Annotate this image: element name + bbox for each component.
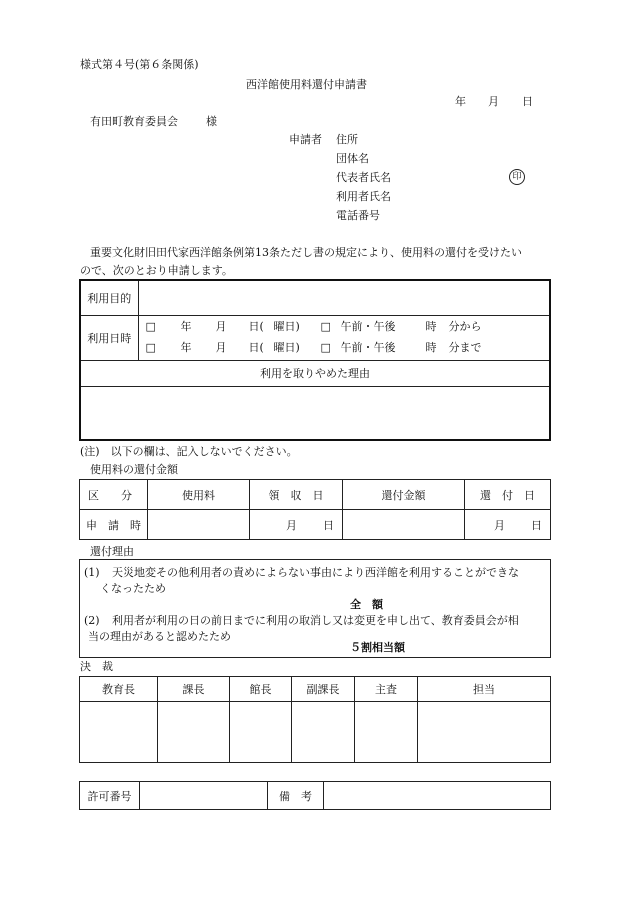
applicant-label: 申請者: [289, 133, 322, 146]
approval-header-director: [230, 677, 292, 702]
datetime-row-from: [139, 316, 550, 338]
form-number: 様式第４号(第６条関係): [80, 58, 199, 71]
ampm-label: 午前・午後: [340, 340, 396, 354]
director-label: 館長: [249, 683, 272, 696]
approval-header-superintendent: [80, 677, 158, 702]
approval-header-chief-clerk: [355, 677, 418, 702]
receipt-date-field[interactable]: [250, 510, 343, 540]
weekday-label: 曜日): [273, 340, 300, 354]
checkbox-date-to[interactable]: □: [145, 340, 156, 354]
reason1-amount: 全 額: [350, 598, 383, 611]
note-text: (注) 以下の欄は、記入しないでください。: [80, 445, 298, 458]
datetime-row-to: [139, 338, 550, 360]
refund-date-label: 還 付 日: [480, 488, 535, 502]
year-label: 年: [180, 340, 192, 354]
permit-number-field[interactable]: [140, 782, 268, 810]
purpose-label-cell: [80, 280, 138, 315]
checkbox-time-to[interactable]: □: [320, 340, 331, 354]
refund-header-fee: [148, 480, 250, 510]
remarks-field[interactable]: [324, 782, 551, 810]
approval-stamp-section-chief[interactable]: [158, 702, 230, 763]
cancel-reason-label: 利用を取りやめた理由: [260, 367, 370, 380]
body-text-line2: ので、次のとおり申請します。: [80, 264, 233, 277]
applicant-group-label: 団体名: [336, 152, 369, 165]
refund-month-label: 月: [494, 518, 505, 532]
approval-header-section-chief: [158, 677, 230, 702]
hour-label: 時: [425, 340, 437, 354]
refund-header-receipt-date: [250, 480, 343, 510]
date-day-label: 日: [522, 95, 533, 108]
applicant-representative-label: 代表者氏名: [336, 171, 391, 184]
fee-label: 使用料: [182, 488, 215, 502]
reason2-line2: 当の理由があると認めたため: [88, 630, 231, 643]
application-time-label: 申 請 時: [86, 518, 141, 532]
month-label: 月: [215, 340, 227, 354]
day-label: 日(: [248, 319, 264, 333]
chief-clerk-label: 主査: [375, 683, 397, 696]
hour-label: 時: [425, 319, 437, 333]
page-title: 西洋館使用料還付申請書: [246, 78, 367, 91]
approval-stamp-superintendent[interactable]: [80, 702, 158, 763]
seal-mark: [509, 169, 525, 185]
permit-table: [79, 781, 551, 810]
superintendent-label: 教育長: [102, 683, 135, 696]
cancel-reason-field[interactable]: [80, 386, 550, 440]
date-year-label: 年: [455, 95, 466, 108]
receipt-date-label: 領 収 日: [268, 488, 324, 502]
month-label: 月: [215, 319, 227, 333]
receipt-month-label: 月: [286, 518, 297, 532]
staff-label: 担当: [473, 683, 495, 696]
reason2-amount: ５割相当額: [350, 641, 405, 654]
refund-amount-field[interactable]: [343, 510, 465, 540]
reason1-number: (1): [84, 566, 100, 579]
permit-number-label: 許可番号: [87, 789, 132, 803]
weekday-label: 曜日): [273, 319, 300, 333]
year-label: 年: [180, 319, 192, 333]
reason2-number: (2): [84, 614, 100, 627]
purpose-label: 利用目的: [87, 291, 132, 305]
datetime-field[interactable]: [138, 315, 550, 360]
usage-table: [79, 279, 551, 441]
applicant-address-label: 住所: [336, 133, 358, 146]
refund-header-date: [465, 480, 551, 510]
addressee: 有田町教育委員会: [90, 115, 178, 128]
reason1-line1: 天災地変その他利用者の責めによらない事由により西洋館を利用することができな: [112, 566, 519, 579]
datetime-label-cell: [80, 315, 138, 360]
remarks-label: 備 考: [279, 789, 312, 803]
ampm-label: 午前・午後: [340, 319, 396, 333]
day-label: 日(: [248, 340, 264, 354]
seal-text: 印: [512, 172, 522, 182]
applicant-user-label: 利用者氏名: [336, 190, 391, 203]
refund-header-category: [80, 480, 148, 510]
refund-table: [79, 479, 551, 540]
reason1-line2: くなったため: [100, 582, 166, 595]
date-month-label: 月: [488, 95, 499, 108]
approval-header-deputy-chief: [292, 677, 355, 702]
applicant-phone-label: 電話番号: [336, 209, 380, 222]
checkbox-time-from[interactable]: □: [320, 319, 331, 333]
category-label: 区 分: [88, 488, 132, 502]
reason2-line1: 利用者が利用の日の前日までに利用の取消し又は変更を申し出て、教育委員会が相: [112, 614, 519, 627]
receipt-day-label: 日: [323, 518, 334, 532]
approval-stamp-staff[interactable]: [418, 702, 551, 763]
refund-reason-title: 還付理由: [90, 545, 134, 558]
purpose-field[interactable]: [138, 280, 550, 315]
section-chief-label: 課長: [182, 683, 205, 696]
checkbox-date-from[interactable]: □: [145, 319, 156, 333]
approval-stamp-chief-clerk[interactable]: [355, 702, 418, 763]
to-label: 分まで: [448, 340, 482, 354]
deputy-chief-label: 副課長: [306, 683, 340, 696]
refund-row-label-cell: [80, 510, 148, 540]
cancel-reason-header: [80, 360, 550, 386]
body-text-line1: 重要文化財旧田代家西洋館条例第13条ただし書の規定により、使用料の還付を受けたい: [90, 246, 522, 259]
remarks-label-cell: [268, 782, 324, 810]
refund-section-title: 使用料の還付金額: [90, 463, 178, 476]
approval-title: 決 裁: [80, 660, 113, 673]
refund-header-amount: [343, 480, 465, 510]
refund-date-field[interactable]: [465, 510, 551, 540]
refund-day-label: 日: [531, 518, 542, 532]
fee-field[interactable]: [148, 510, 250, 540]
approval-stamp-deputy-chief[interactable]: [292, 702, 355, 763]
datetime-label: 利用日時: [87, 331, 132, 345]
refund-amount-label: 還付金額: [381, 488, 426, 502]
addressee-honorific: 様: [206, 115, 217, 128]
refund-reason-box: [79, 559, 551, 658]
approval-table: [79, 676, 551, 763]
permit-number-label-cell: [80, 782, 140, 810]
from-label: 分から: [448, 319, 482, 333]
approval-header-staff: [418, 677, 551, 702]
approval-stamp-director[interactable]: [230, 702, 292, 763]
